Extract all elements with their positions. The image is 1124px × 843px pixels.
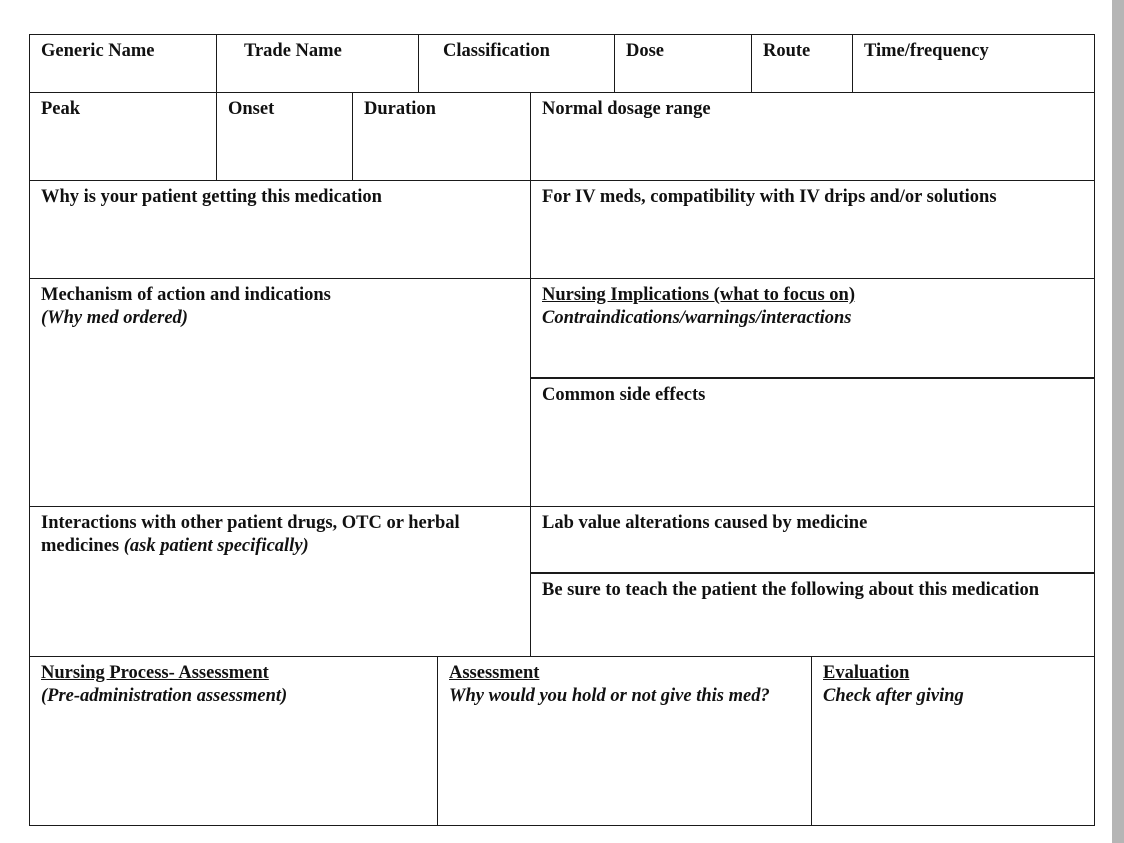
teach-patient-cell[interactable] bbox=[530, 572, 1095, 657]
route-cell[interactable] bbox=[751, 34, 853, 93]
page-edge-scrollbar[interactable] bbox=[1112, 0, 1124, 843]
generic-name-cell[interactable] bbox=[29, 34, 217, 93]
mechanism-title: Mechanism of action and indications bbox=[41, 285, 331, 305]
onset-cell[interactable] bbox=[216, 92, 353, 181]
why-patient-cell[interactable] bbox=[29, 180, 531, 279]
time-frequency-label: Time/frequency bbox=[864, 41, 989, 61]
dose-label: Dose bbox=[626, 41, 665, 61]
onset-label: Onset bbox=[228, 99, 275, 119]
dose-cell[interactable] bbox=[614, 34, 752, 93]
interactions-cell[interactable] bbox=[29, 506, 531, 657]
classification-label: Classification bbox=[443, 41, 550, 61]
nursing-process-subtitle: (Pre-administration assessment) bbox=[41, 686, 288, 706]
duration-label: Duration bbox=[364, 99, 436, 119]
lab-values-cell[interactable] bbox=[530, 506, 1095, 573]
teach-patient-label: Be sure to teach the patient the following about this medication bbox=[542, 580, 1040, 600]
normal-dosage-range-label: Normal dosage range bbox=[542, 99, 711, 119]
mechanism-subtitle: (Why med ordered) bbox=[41, 308, 188, 328]
mechanism-cell[interactable] bbox=[29, 278, 531, 507]
side-effects-label: Common side effects bbox=[542, 385, 706, 405]
nursing-process-cell[interactable] bbox=[29, 656, 438, 826]
nursing-process-title: Nursing Process- Assessment bbox=[41, 663, 269, 683]
evaluation-cell[interactable] bbox=[811, 656, 1095, 826]
assessment-title: Assessment bbox=[449, 663, 540, 683]
interactions-title: Interactions with other patient drugs, OTC or herbal medicines bbox=[41, 513, 460, 556]
trade-name-label: Trade Name bbox=[244, 41, 342, 61]
time-frequency-cell[interactable] bbox=[852, 34, 1095, 93]
lab-values-label: Lab value alterations caused by medicine bbox=[542, 513, 868, 533]
interactions-subtitle: (ask patient specifically) bbox=[123, 536, 309, 556]
assessment-cell[interactable] bbox=[437, 656, 812, 826]
peak-cell[interactable] bbox=[29, 92, 217, 181]
iv-compatibility-cell[interactable] bbox=[530, 180, 1095, 279]
nursing-implications-title: Nursing Implications (what to focus on) bbox=[542, 285, 855, 305]
iv-compatibility-label: For IV meds, compatibility with IV drips and/or solutions bbox=[542, 187, 997, 207]
normal-dosage-range-cell[interactable] bbox=[530, 92, 1095, 181]
peak-label: Peak bbox=[41, 99, 81, 119]
assessment-subtitle: Why would you hold or not give this med? bbox=[449, 686, 770, 706]
nursing-implications-cell[interactable] bbox=[530, 278, 1095, 378]
trade-name-cell[interactable] bbox=[216, 34, 419, 93]
route-label: Route bbox=[763, 41, 811, 61]
duration-cell[interactable] bbox=[352, 92, 531, 181]
generic-name-label: Generic Name bbox=[41, 41, 155, 61]
why-patient-label: Why is your patient getting this medication bbox=[41, 187, 382, 207]
side-effects-cell[interactable] bbox=[530, 377, 1095, 507]
nursing-implications-subtitle: Contraindications/warnings/interactions bbox=[542, 308, 852, 328]
classification-cell[interactable] bbox=[418, 34, 615, 93]
evaluation-subtitle: Check after giving bbox=[823, 686, 964, 706]
evaluation-title: Evaluation bbox=[823, 663, 910, 683]
